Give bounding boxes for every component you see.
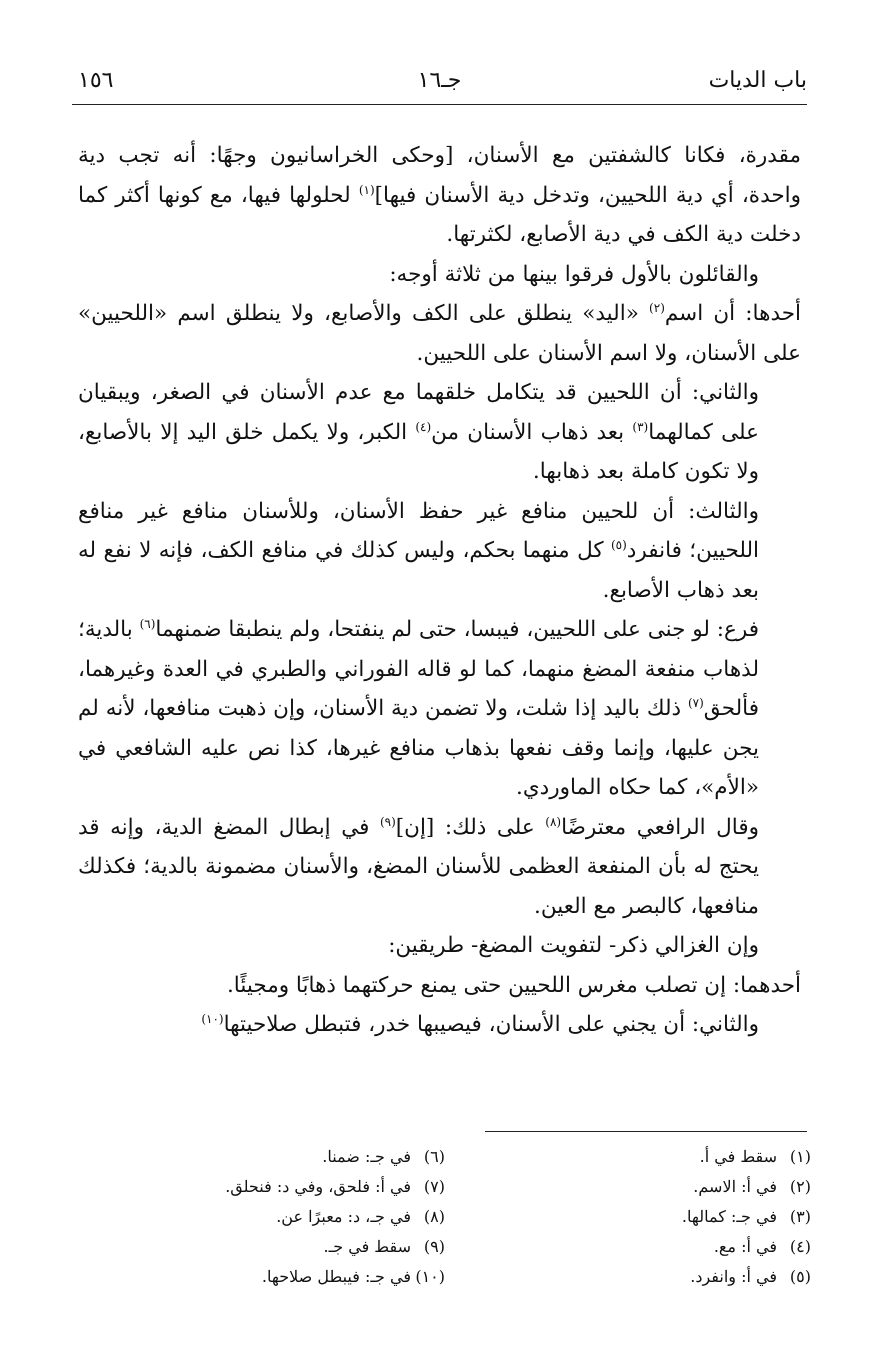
- footnote: (٦)في جـ: ضمنا.: [322, 1147, 445, 1166]
- footnote: (١٠)في جـ: فيبطل صلاحها.: [261, 1267, 445, 1286]
- footnote-ref[interactable]: (٨): [545, 814, 562, 829]
- footnote: (٩)سقط في جـ.: [323, 1237, 445, 1256]
- paragraph: والقائلون بالأول فرقوا بينها من ثلاثة أوجه:: [389, 261, 759, 287]
- footnote: (١)سقط في أ.: [699, 1147, 811, 1166]
- footnote-ref[interactable]: (١٠): [201, 1011, 224, 1026]
- footnote: (٨)في جـ، د: معبرًا عن.: [276, 1207, 445, 1226]
- footnote-ref[interactable]: (٧): [687, 695, 704, 710]
- footnote-ref[interactable]: (٩): [379, 814, 396, 829]
- footnote: (٢)في أ: الاسم.: [693, 1177, 811, 1196]
- paragraph: فرع: لو جنى على اللحيين، فيبسا، حتى لم ينفتحا، ولم ينطبقا ضمنهما$^{(٦)}$ بالدية؛ لذهاب منفعة المضغ منهما، كما لو قاله الفوراني والطبري في العدة وغيرهما، فألحق$^{(٧)}$ ذلك باليد إذا شلت، ولا تضمن دية الأسنان، وإن ذهبت منافعها، لأنه لم يجن عليها، وإنما وقف نفعها بذهاب منافع غيرها، كذا نص عليه الشافعي في «الأم»، كما حكاه الماوردي.: [78, 616, 759, 800]
- paragraph: وإن الغزالي ذكر- لتفويت المضغ- طريقين:: [388, 933, 759, 958]
- paragraph: والثاني: أن اللحيين قد يتكامل خلقهما مع عدم الأسنان في الصغر، ويبقيان على كمالهما$^{(٣)}$ بعد ذهاب الأسنان من$^{(٤)}$ الكبر، ولا يكمل خلق اليد إلا بالأصابع، ولا تكون كاملة بعد ذهابها.: [78, 380, 759, 484]
- footnote-ref[interactable]: (٣): [632, 419, 649, 434]
- running-header: [72, 64, 807, 105]
- footnote-separator: [485, 1131, 807, 1132]
- volume-label: جـ١٦: [417, 68, 462, 93]
- footnote-ref[interactable]: (٥): [610, 537, 627, 552]
- footnote: (٤)في أ: مع.: [713, 1237, 811, 1256]
- footnote-ref[interactable]: (٤): [415, 419, 432, 434]
- paragraph: والثاني: أن يجني على الأسنان، فيصيبها خدر، فتبطل صلاحيتها$^{(١٠)}$: [201, 1011, 759, 1037]
- page-number: ١٥٦: [78, 68, 114, 93]
- footnotes-column-left: [145, 1142, 445, 1292]
- footnote: (٣)في جـ: كمالها.: [681, 1207, 811, 1226]
- footnote: (٥)في أ: وانفرد.: [690, 1267, 811, 1286]
- chapter-title: باب الديات: [708, 68, 807, 93]
- paragraph: والثالث: أن للحيين منافع غير حفظ الأسنان، وللأسنان منافع غير منافع اللحيين؛ فانفرد$^{(٥)}$ كل منهما بحكم، وليس كذلك في منافع الكف، فإنه لا نفع له بعد ذهاب الأصابع.: [78, 498, 759, 603]
- footnote-ref[interactable]: (١): [358, 182, 375, 197]
- main-text: [78, 136, 801, 1045]
- paragraph: وقال الرافعي معترضًا$^{(٨)}$ على ذلك: [إن]$^{(٩)}$ في إبطال المضغ الدية، وإنه قد يحتج له بأن المنفعة العظمى للأسنان المضغ، والأسنان مضمونة بالدية؛ فكذلك منافعها، كالبصر مع العين.: [78, 814, 759, 919]
- paragraph: أحدهما: إن تصلب مغرس اللحيين حتى يمنع حركتهما ذهابًا ومجيئًا.: [226, 972, 801, 998]
- footnote: (٧)في أ: فلحق، وفي د: فنحلق.: [225, 1177, 445, 1196]
- paragraph: مقدرة، فكانا كالشفتين مع الأسنان، [وحكى الخراسانيون وجهًا: أنه تجب دية واحدة، أي دية اللحيين، وتدخل دية الأسنان فيها]$^{(١)}$ لحلولها فيها، مع كونها أكثر كما دخلت دية الكف في دية الأصابع، لكثرتها.: [78, 143, 801, 247]
- footnotes-column-right: [491, 1142, 811, 1292]
- footnote-ref[interactable]: (٢): [649, 300, 665, 315]
- footnote-ref[interactable]: (٦): [139, 616, 156, 631]
- paragraph: أحدها: أن اسم$^{(٢)}$ «اليد» ينطلق على الكف والأصابع، ولا ينطلق اسم «اللحيين» على الأسنان، ولا اسم الأسنان على اللحيين.: [78, 300, 801, 366]
